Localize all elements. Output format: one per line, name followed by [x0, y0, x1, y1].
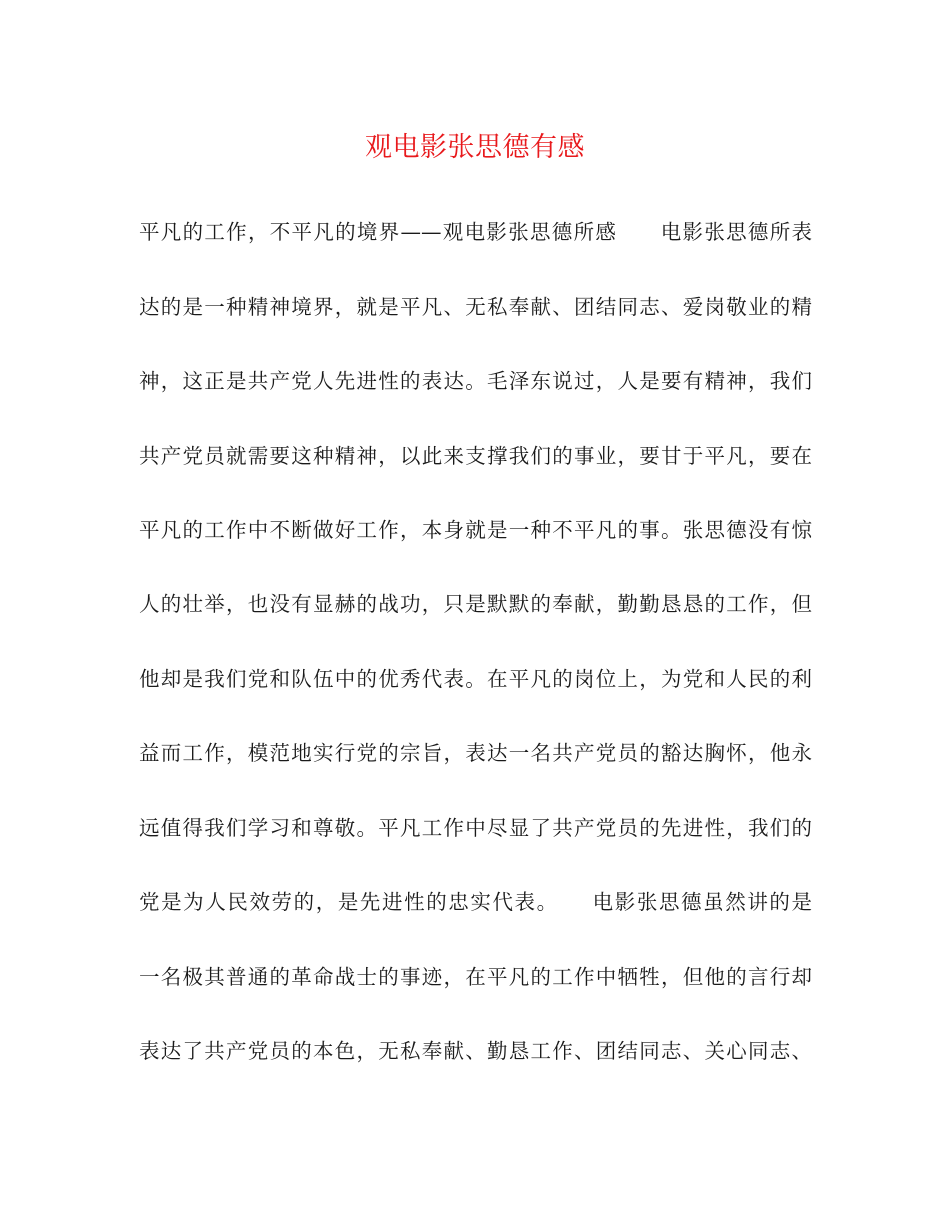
body-line-1: 平凡的工作，不平凡的境界——观电影张思德所感 电影张思德所表 — [139, 220, 812, 244]
body-line-10: 党是为人民效劳的，是先进性的忠实代表。 电影张思德虽然讲的是 — [139, 890, 812, 914]
body-line-2: 达的是一种精神境界，就是平凡、无私奉献、团结同志、爱岗敬业的精 — [139, 295, 812, 319]
body-line-6: 人的壮举，也没有显赫的战功，只是默默的奉献，勤勤恳恳的工作，但 — [139, 592, 812, 616]
document-title: 观电影张思德有感 — [365, 132, 585, 163]
body-line-12: 表达了共产党员的本色，无私奉献、勤恳工作、团结同志、关心同志、 — [139, 1039, 812, 1063]
body-line-7: 他却是我们党和队伍中的优秀代表。在平凡的岗位上，为党和人民的利 — [139, 667, 812, 691]
body-line-8: 益而工作，模范地实行党的宗旨，表达一名共产党员的豁达胸怀，他永 — [139, 741, 812, 765]
body-line-5: 平凡的工作中不断做好工作，本身就是一种不平凡的事。张思德没有惊 — [139, 518, 812, 542]
body-line-9: 远值得我们学习和尊敬。平凡工作中尽显了共产党员的先进性，我们的 — [139, 816, 812, 840]
body-line-3: 神，这正是共产党人先进性的表达。毛泽东说过，人是要有精神，我们 — [139, 369, 812, 393]
body-line-4: 共产党员就需要这种精神，以此来支撑我们的事业，要甘于平凡，要在 — [139, 444, 812, 468]
body-line-11: 一名极其普通的革命战士的事迹，在平凡的工作中牺牲，但他的言行却 — [139, 965, 812, 989]
